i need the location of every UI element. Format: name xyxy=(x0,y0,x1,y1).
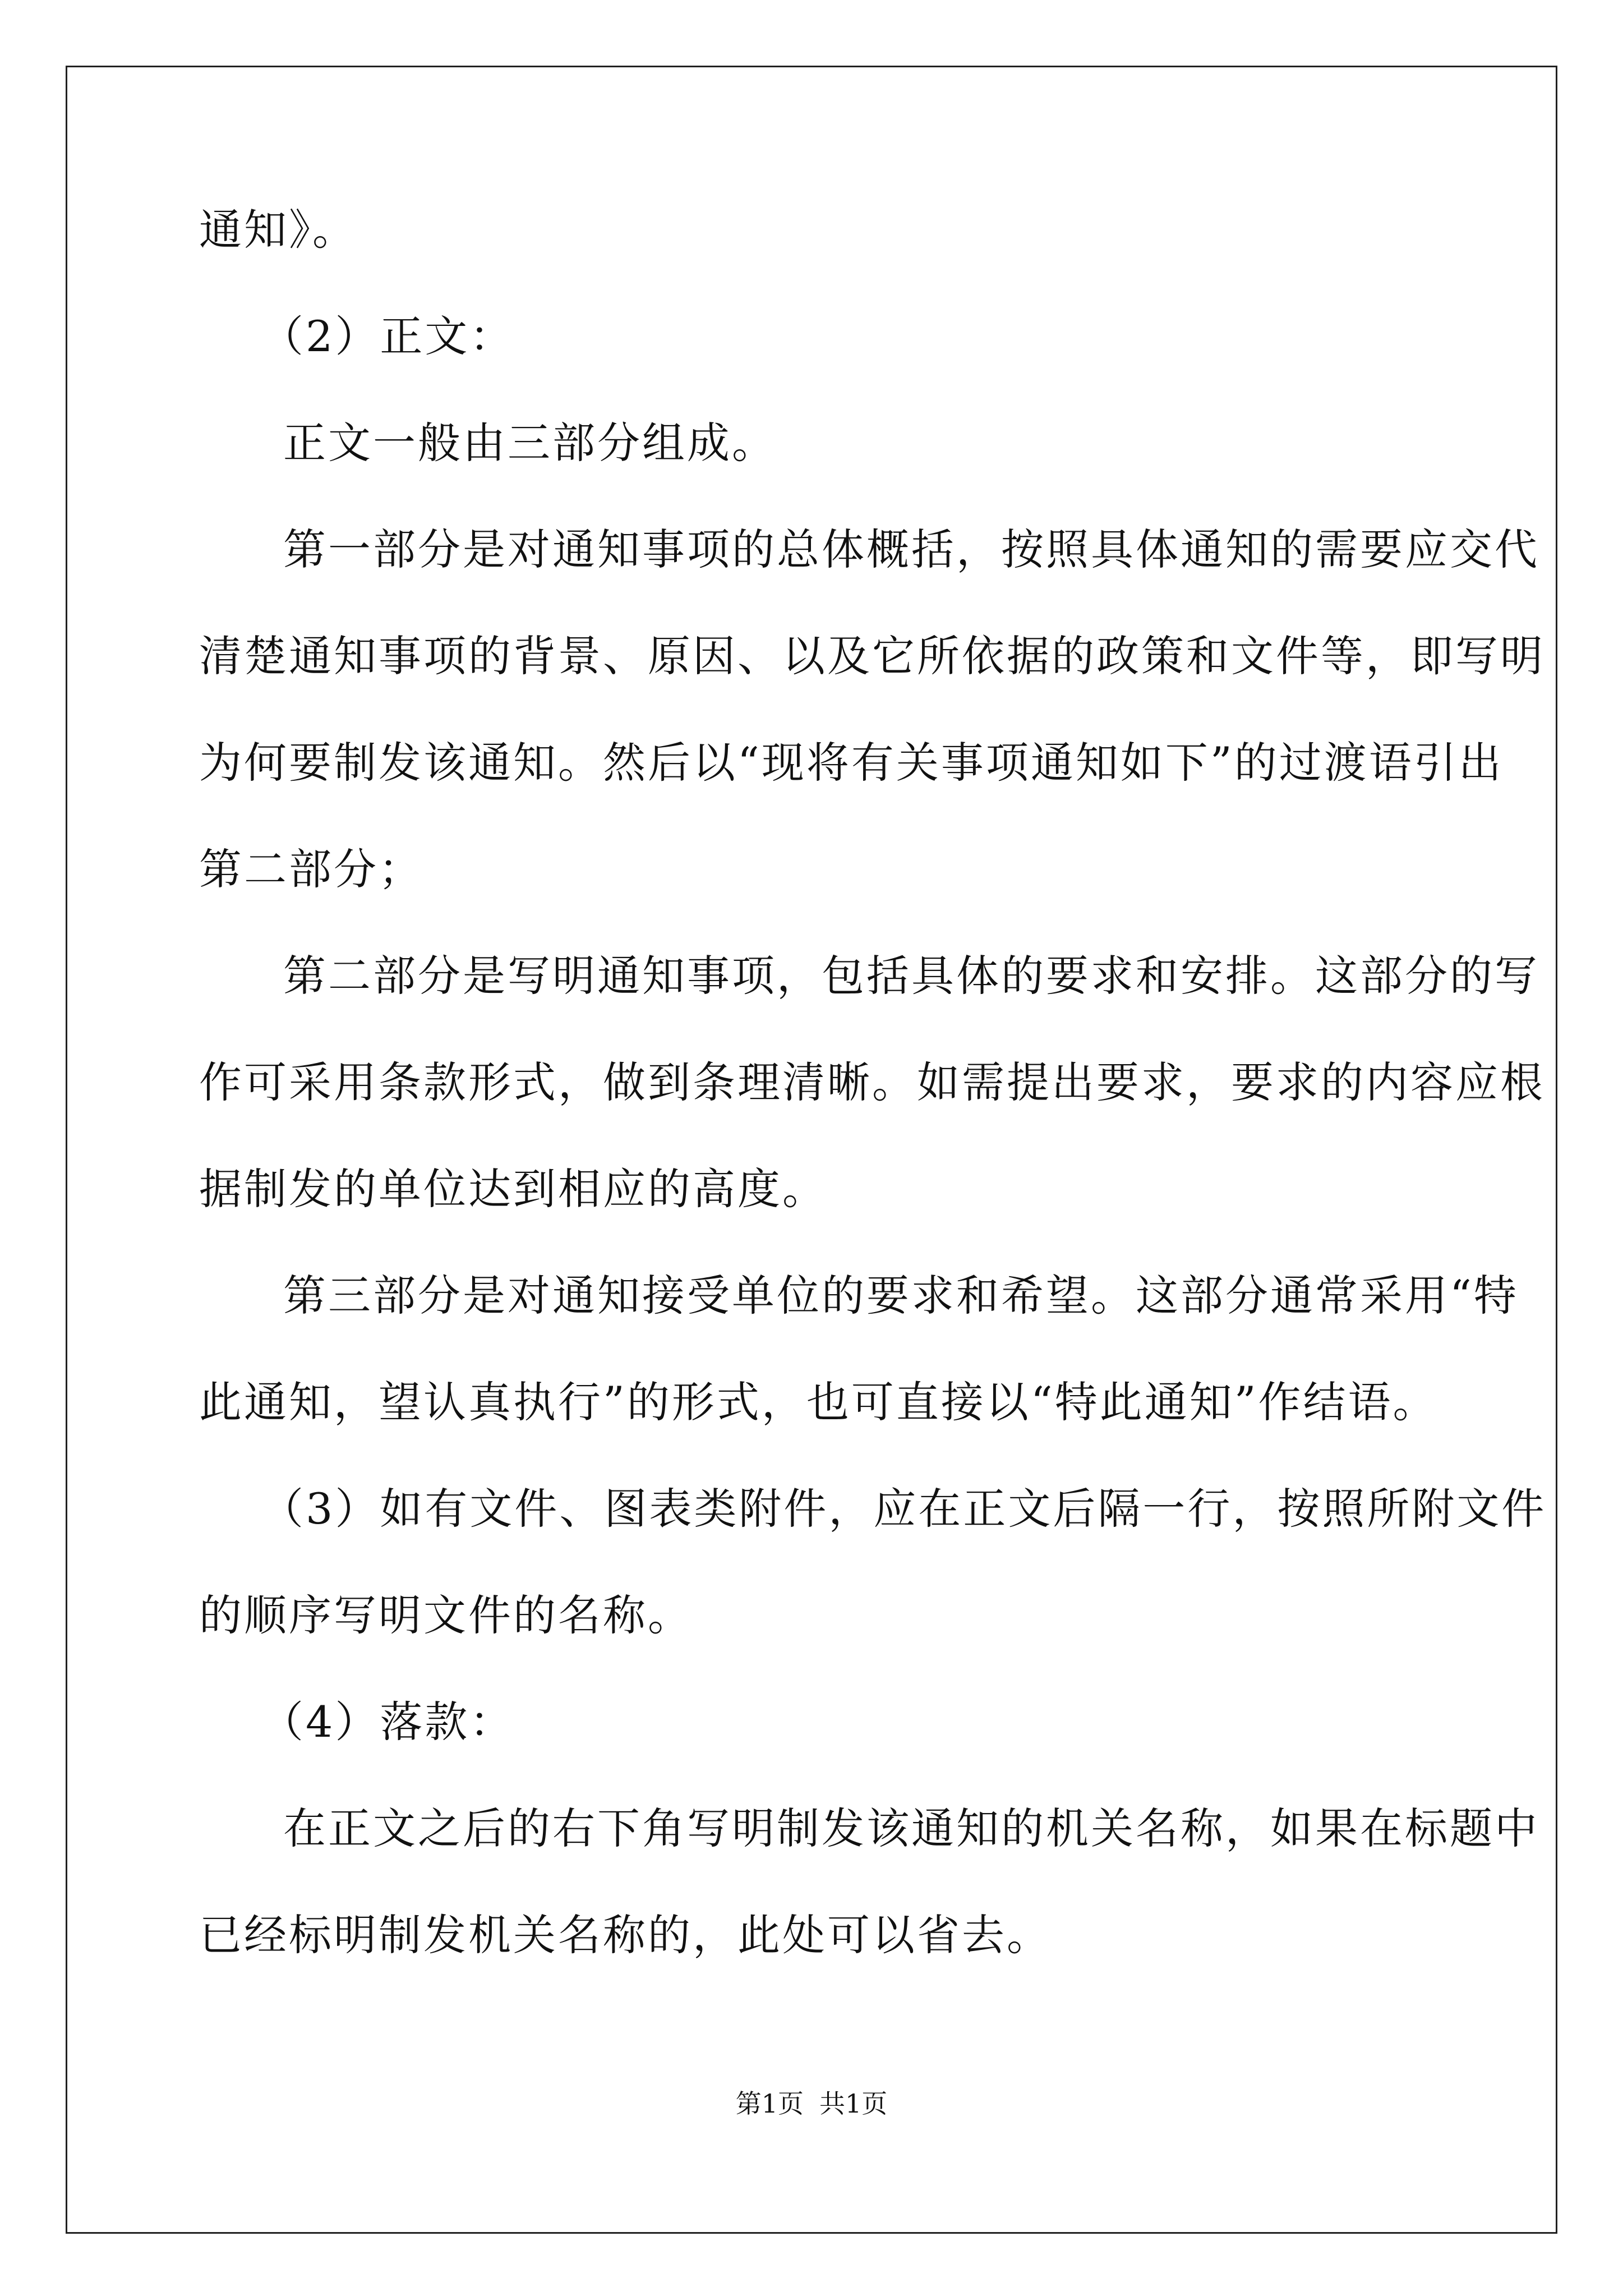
text-line: 清楚通知事项的背景、原因、以及它所依据的政策和文件等，即写明 xyxy=(199,631,1545,681)
text-line: 正文一般由三部分组成。 xyxy=(283,418,777,468)
text-line: 作可采用条款形式，做到条理清晰。如需提出要求，要求的内容应根 xyxy=(199,1057,1545,1107)
text-line: 已经标明制发机关名称的，此处可以省去。 xyxy=(199,1910,1052,1960)
text-line: 据制发的单位达到相应的高度。 xyxy=(199,1164,827,1214)
text-line: 第一部分是对通知事项的总体概括，按照具体通知的需要应交代 xyxy=(283,524,1539,574)
section-heading-2: （2）正文： xyxy=(261,311,515,361)
text-line: 通知》。 xyxy=(199,205,357,255)
text-line: 第二部分是写明通知事项，包括具体的要求和安排。这部分的写 xyxy=(283,951,1539,1001)
page-number-total: 共1页 xyxy=(819,2088,888,2119)
page-footer xyxy=(0,2087,1623,2120)
text-line: 在正文之后的右下角写明制发该通知的机关名称，如果在标题中 xyxy=(283,1803,1539,1853)
section-heading-3: （3）如有文件、图表类附件，应在正文后隔一行，按照所附文件 xyxy=(261,1484,1547,1534)
page-number-current: 第1页 xyxy=(735,2088,804,2119)
text-line: 的顺序写明文件的名称。 xyxy=(199,1590,693,1640)
text-line: 第三部分是对通知接受单位的要求和希望。这部分通常采用“特 xyxy=(283,1271,1519,1320)
section-heading-4: （4）落款： xyxy=(261,1697,515,1747)
text-line: 第二部分； xyxy=(199,844,423,894)
text-line: 为何要制发该通知。然后以“现将有关事项通知如下”的过渡语引出 xyxy=(199,738,1504,788)
text-line: 此通知，望认真执行”的形式，也可直接以“特此通知”作结语。 xyxy=(199,1377,1438,1427)
